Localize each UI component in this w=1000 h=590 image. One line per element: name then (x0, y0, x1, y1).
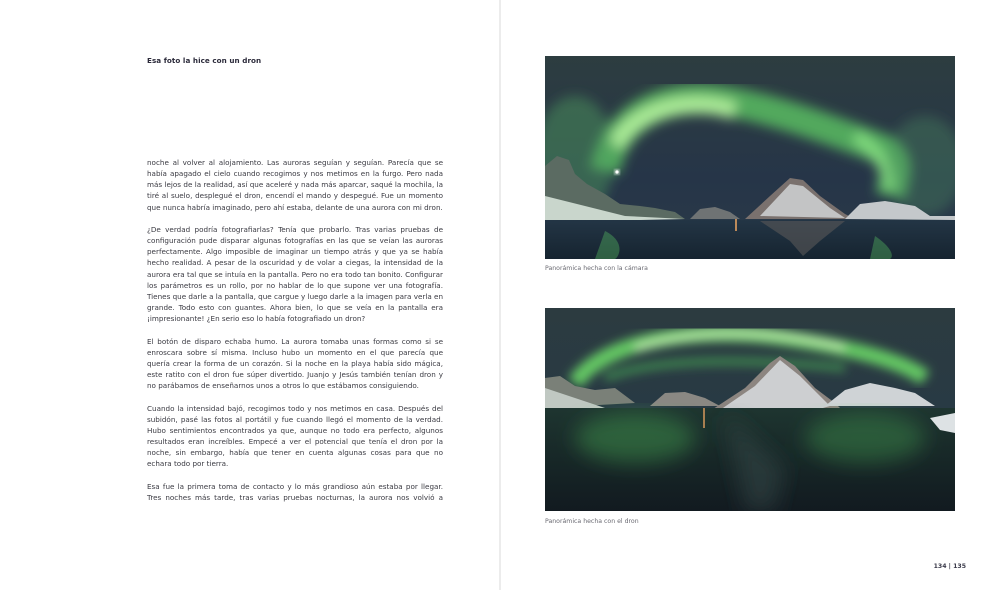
photo-caption: Panorámica hecha con la cámara (545, 265, 648, 272)
paragraph: Esa fue la primera toma de contacto y lo más grandioso aún estaba por llegar. Tres noches más tarde, tras varias pruebas nocturnas, la aurora nos volvió a (147, 481, 443, 502)
aurora-photo-camera (545, 56, 955, 259)
left-page (0, 0, 499, 590)
paragraph: noche al volver al alojamiento. Las auroras seguían y seguían. Parecía que se había apagado el cielo cuando recogimos y nos metimos en la furgo. Pero nada más lejos de la realidad, así que aceleré y nada más aparcar, saqué la mochila, la tiré al suelo, desplegué el dron, encendí el mando y despegué. Fue un momento que nunca habría imaginado, pero ahí estaba, delante de una aurora con mi dron. (147, 158, 443, 212)
section-heading: Esa foto la hice con un dron (147, 56, 262, 65)
paragraph: Cuando la intensidad bajó, recogimos todo y nos metimos en casa. Después del subidón, pasé las fotos al portátil y fue cuando llegó el momento de la verdad. Hubo sentimientos encontrados ya que, aunque no todo era perfecto, algunos resultados eran increíbles. Empecé a ver el potencial que tenía el dron por la noche, sin embargo, había que tener en cuenta algunas cosas para que no echara todo por tierra. (147, 403, 443, 469)
paragraph: ¿De verdad podría fotografiarlas? Tenía que probarlo. Tras varias pruebas de configuración pude disparar algunas fotografías en las que se veían las auroras perfectamente. Algo imposible de imaginar un tiempo atrás y que ya se había hecho realidad. A pesar de la oscuridad y de volar a ciegas, la intensidad de la aurora era tal que se intuía en la pantalla. Pero no era todo tan bonito. Configurar los parámetros es un rollo, por no hablar de lo que supone ver una fotografía. Tienes que darle a la pantalla, que cargue y luego darle a la imagen para verla en grande. Todo esto con guantes. Ahora bien, lo que se veía en la pantalla era ¡impresionante! ¿En serio eso lo había fotografiado un dron? (147, 224, 443, 324)
aurora-photo-drone (545, 308, 955, 511)
page-numbers: 134 | 135 (933, 563, 966, 570)
body-text (147, 157, 443, 514)
right-page (501, 0, 1000, 590)
paragraph: El botón de disparo echaba humo. La aurora tomaba unas formas como si se enroscara sobre sí misma. Incluso hubo un momento en el que parecía que quería crear la forma de un corazón. Si la noche en la playa había sido mágica, este ratito con el dron fue súper divertido. Juanjo y Jesús también tenían dron y no parábamos de enseñarnos unos a otros lo que estábamos consiguiendo. (147, 336, 443, 391)
photo-caption: Panorámica hecha con el dron (545, 518, 639, 525)
